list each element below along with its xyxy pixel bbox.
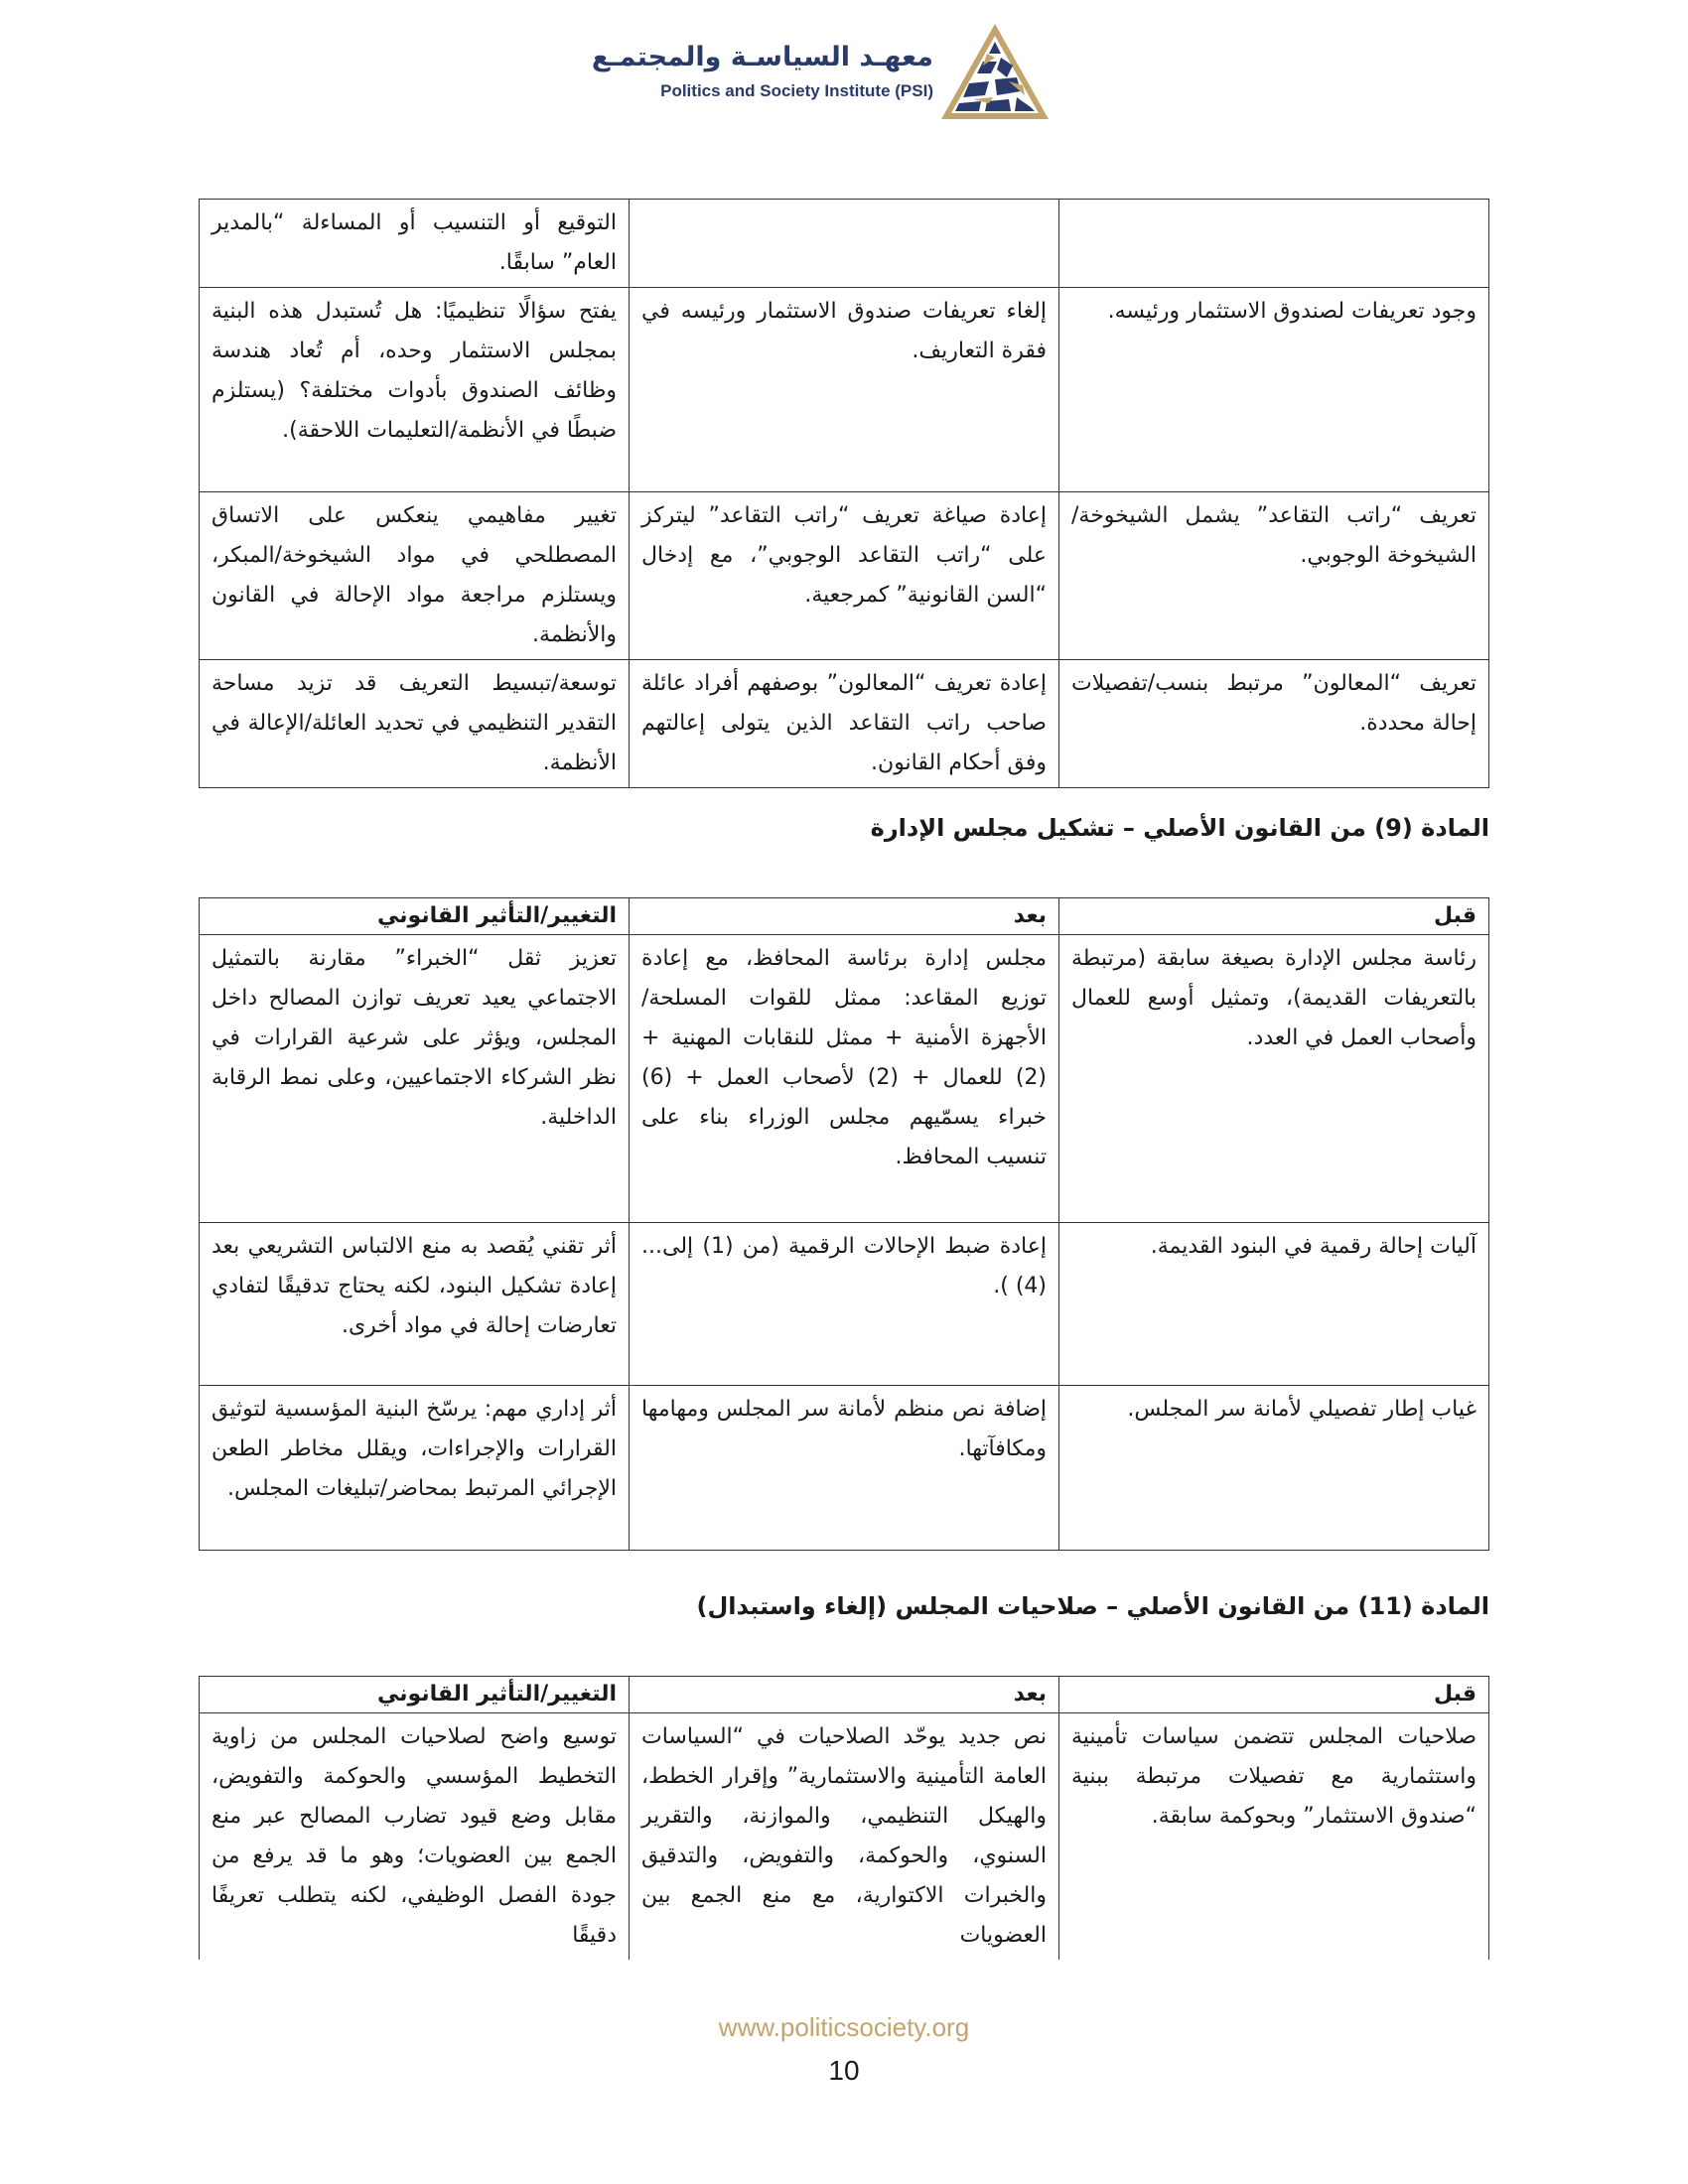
cell-before: غياب إطار تفصيلي لأمانة سر المجلس. [1059,1386,1489,1551]
table-row [200,660,1489,788]
logo-english-name: Politics and Society Institute (PSI) [660,81,933,100]
cell-after: إعادة صياغة تعريف “راتب التقاعد” ليتركز على “راتب التقاعد الوجوبي”، مع إدخال “السن القانونية” كمرجعية. [630,492,1059,660]
cell-after: إعادة ضبط الإحالات الرقمية (من (1) إلى...(4) ). [630,1223,1059,1386]
section-heading-article-11: المادة (11) من القانون الأصلي – صلاحيات المجلس (إلغاء واستبدال) [696,1592,1489,1620]
cell-after: نص جديد يوحّد الصلاحيات في “السياسات العامة التأمينية والاستثمارية” وإقرار الخطط، والهيكل التنظيمي، والموازنة، والتقرير السنوي، والحوكمة، والتفويض، والتدقيق والخبرات الاكتوارية، مع منع الجمع بين العضويات [630,1713,1059,1961]
page-number: 10 [828,2055,860,2086]
table-row [200,1386,1489,1551]
cell-impact: يفتح سؤالًا تنظيميًا: هل تُستبدل هذه البنية بمجلس الاستثمار وحده، أم تُعاد هندسة وظائف الصندوق بأدوات مختلفة؟ (يستلزم ضبطًا في الأنظمة/التعليمات اللاحقة). [200,288,630,492]
cell-before: آليات إحالة رقمية في البنود القديمة. [1059,1223,1489,1386]
footer-website-link[interactable]: www.politicsociety.org [718,2012,970,2042]
cell-impact: توسعة/تبسيط التعريف قد تزيد مساحة التقدير التنظيمي في تحديد العائلة/الإعالة في الأنظمة. [200,660,630,788]
table-header-row [200,1677,1489,1713]
table-row [200,1713,1489,1961]
column-header-before: قبل [1059,1677,1489,1713]
page-header [0,22,1688,121]
definitions-table [199,199,1489,788]
cell-after [630,200,1059,288]
cell-after: إلغاء تعريفات صندوق الاستثمار ورئيسه في فقرة التعاريف. [630,288,1059,492]
table-row [200,200,1489,288]
table-header-row [200,898,1489,935]
cell-after: إعادة تعريف “المعالون” بوصفهم أفراد عائلة صاحب راتب التقاعد الذين يتولى إعالتهم وفق أحكام القانون. [630,660,1059,788]
cell-before: تعريف “المعالون” مرتبط بنسب/تفصيلات إحالة محددة. [1059,660,1489,788]
cell-before: تعريف “راتب التقاعد” يشمل الشيخوخة/الشيخوخة الوجوبي. [1059,492,1489,660]
board-powers-table [199,1676,1489,1960]
column-header-after: بعد [630,898,1059,935]
cell-before [1059,200,1489,288]
table-row [200,288,1489,492]
cell-impact: أثر تقني يُقصد به منع الالتباس التشريعي بعد إعادة تشكيل البنود، لكنه يحتاج تدقيقًا لتفادي تعارضات إحالة في مواد أخرى. [200,1223,630,1386]
table-row [200,935,1489,1223]
cell-impact: أثر إداري مهم: يرسّخ البنية المؤسسية لتوثيق القرارات والإجراءات، ويقلل مخاطر الطعن الإجرائي المرتبط بمحاضر/تبليغات المجلس. [200,1386,630,1551]
logo-arabic-name: معهـد السياسـة والمجتمـع [591,42,933,72]
board-composition-table [199,897,1489,1551]
institute-logo [591,22,1053,121]
cell-impact: توسيع واضح لصلاحيات المجلس من زاوية التخطيط المؤسسي والحوكمة والتفويض، مقابل وضع قيود تضارب المصالح عبر منع الجمع بين العضويات؛ وهو ما قد يرفع من جودة الفصل الوظيفي، لكنه يتطلب تعريفًا دقيقًا [200,1713,630,1961]
cell-before: وجود تعريفات لصندوق الاستثمار ورئيسه. [1059,288,1489,492]
cell-before: صلاحيات المجلس تتضمن سياسات تأمينية واستثمارية مع تفصيلات مرتبطة ببنية “صندوق الاستثمار” وبحوكمة سابقة. [1059,1713,1489,1961]
section-heading-article-9: المادة (9) من القانون الأصلي – تشكيل مجلس الإدارة [870,814,1489,842]
cell-impact: تعزيز ثقل “الخبراء” مقارنة بالتمثيل الاجتماعي يعيد تعريف توازن المصالح داخل المجلس، ويؤثر على شرعية القرارات في نظر الشركاء الاجتماعيين، وعلى نمط الرقابة الداخلية. [200,935,630,1223]
cell-impact: تغيير مفاهيمي ينعكس على الاتساق المصطلحي في مواد الشيخوخة/المبكر، ويستلزم مراجعة مواد الإحالة في القانون والأنظمة. [200,492,630,660]
cell-before: رئاسة مجلس الإدارة بصيغة سابقة (مرتبطة بالتعريفات القديمة)، وتمثيل أوسع للعمال وأصحاب العمل في العدد. [1059,935,1489,1223]
column-header-impact: التغيير/التأثير القانوني [200,1677,630,1713]
column-header-impact: التغيير/التأثير القانوني [200,898,630,935]
column-header-after: بعد [630,1677,1059,1713]
cell-after: إضافة نص منظم لأمانة سر المجلس ومهامها ومكافآتها. [630,1386,1059,1551]
column-header-before: قبل [1059,898,1489,935]
pyramid-logo-icon [939,22,1051,121]
table-row [200,1223,1489,1386]
cell-after: مجلس إدارة برئاسة المحافظ، مع إعادة توزيع المقاعد: ممثل للقوات المسلحة/الأجهزة الأمنية + ممثل للنقابات المهنية + (2) للعمال + (2) لأصحاب العمل + (6) خبراء يسمّيهم مجلس الوزراء بناء على تنسيب المحافظ. [630,935,1059,1223]
board-powers-table-container [197,1674,1493,1960]
cell-impact: التوقيع أو التنسيب أو المساءلة “بالمدير العام” سابقًا. [200,200,630,288]
table-row [200,492,1489,660]
